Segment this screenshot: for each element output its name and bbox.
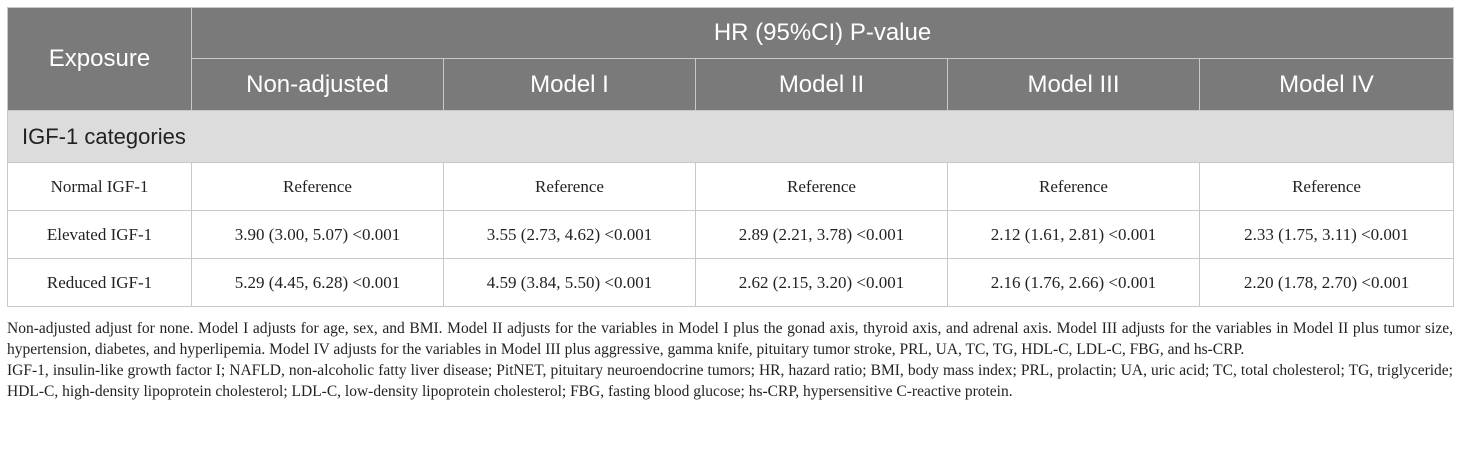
table-footnotes [7,318,1453,402]
row-label: Reduced IGF-1 [8,259,192,307]
column-header-non-adjusted: Non-adjusted [192,59,444,111]
column-header-model-i: Model I [444,59,696,111]
table-cell: Reference [948,163,1200,211]
hr-group-header: HR (95%CI) P-value [192,8,1454,59]
footnote-models: Non-adjusted adjust for none. Model I adjusts for age, sex, and BMI. Model II adjusts for the variables in Model I plus the gonad axis, thyroid axis, and adrenal axis. Model III adjusts for the variables in Model II plus tumor size, hypertension, diabetes, and hyperlipemia. Model IV adjusts for the variables in Model III plus aggressive, gamma knife, pituitary tumor stroke, PRL, UA, TC, TG, HDL-C, LDL-C, FBG, and hs-CRP. [7,320,1453,358]
table-cell: 3.55 (2.73, 4.62) <0.001 [444,211,696,259]
column-header-model-ii: Model II [696,59,948,111]
table-cell: Reference [192,163,444,211]
table-cell: 4.59 (3.84, 5.50) <0.001 [444,259,696,307]
table-container [7,7,1453,402]
row-label: Elevated IGF-1 [8,211,192,259]
table-cell: Reference [696,163,948,211]
table-cell: 2.62 (2.15, 3.20) <0.001 [696,259,948,307]
table-cell: 2.12 (1.61, 2.81) <0.001 [948,211,1200,259]
table-cell: 3.90 (3.00, 5.07) <0.001 [192,211,444,259]
table-cell: Reference [444,163,696,211]
category-label: IGF-1 categories [8,111,1454,163]
table-cell: 2.16 (1.76, 2.66) <0.001 [948,259,1200,307]
column-header-model-iv: Model IV [1200,59,1454,111]
table-cell: 2.89 (2.21, 3.78) <0.001 [696,211,948,259]
table-row-normal [8,163,1454,211]
hazard-ratio-table [7,7,1454,307]
exposure-header: Exposure [8,8,192,111]
column-header-model-iii: Model III [948,59,1200,111]
table-row-elevated [8,211,1454,259]
table-cell: 2.20 (1.78, 2.70) <0.001 [1200,259,1454,307]
table-cell: 2.33 (1.75, 3.11) <0.001 [1200,211,1454,259]
footnote-abbreviations: IGF-1, insulin-like growth factor I; NAFLD, non-alcoholic fatty liver disease; PitNET, pituitary neuroendocrine tumors; HR, hazard ratio; BMI, body mass index; PRL, prolactin; UA, uric acid; TC, total cholesterol; TG, triglyceride; HDL-C, high-density lipoprotein cholesterol; LDL-C, low-density lipoprotein cholesterol; FBG, fasting blood glucose; hs-CRP, hypersensitive C-reactive protein. [7,362,1453,400]
row-label: Normal IGF-1 [8,163,192,211]
table-cell: 5.29 (4.45, 6.28) <0.001 [192,259,444,307]
category-row [8,111,1454,163]
table-cell: Reference [1200,163,1454,211]
table-row-reduced [8,259,1454,307]
